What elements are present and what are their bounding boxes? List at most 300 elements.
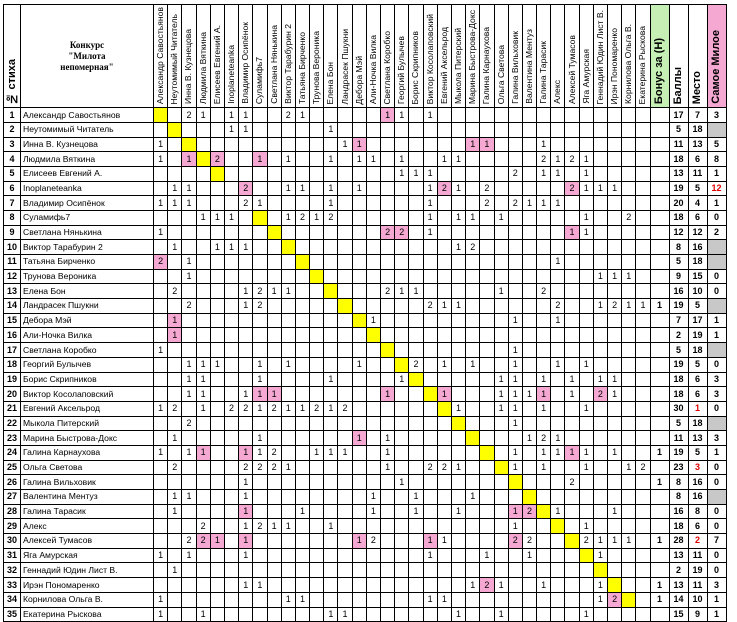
vote-cell: [310, 152, 324, 167]
vote-cell: [366, 328, 380, 343]
vote-cell: [437, 240, 451, 255]
vote-cell: [182, 592, 196, 607]
voter-header: Марина Быстрова-Докс: [466, 5, 480, 108]
vote-cell: [381, 240, 395, 255]
score-value: 19: [669, 299, 688, 314]
vote-cell: 1: [608, 504, 622, 519]
vote-cell: [522, 284, 536, 299]
vote-cell: [522, 313, 536, 328]
vote-cell: [508, 475, 522, 490]
vote-cell: [224, 475, 238, 490]
voter-header: Светлана Нянькина: [267, 5, 281, 108]
vote-cell: [182, 475, 196, 490]
score-value: 13: [669, 578, 688, 593]
vote-cell: [253, 475, 267, 490]
vote-cell: [395, 122, 409, 137]
vote-cell: [522, 152, 536, 167]
vote-cell: [522, 166, 536, 181]
vote-cell: 1: [253, 431, 267, 446]
place-value: 5: [688, 357, 707, 372]
vote-cell: [593, 137, 607, 152]
vote-cell: [522, 578, 536, 593]
vote-cell: [636, 401, 650, 416]
vote-cell: [295, 328, 309, 343]
vote-cell: [522, 137, 536, 152]
vote-cell: [281, 299, 295, 314]
vote-cell: 1: [324, 196, 338, 211]
vote-cell: 1: [608, 269, 622, 284]
vote-cell: [593, 240, 607, 255]
vote-cell: [608, 548, 622, 563]
vote-cell: [224, 578, 238, 593]
vote-cell: [338, 475, 352, 490]
vote-cell: [466, 181, 480, 196]
score-value: 18: [669, 152, 688, 167]
vote-cell: [593, 255, 607, 270]
vote-cell: [494, 431, 508, 446]
vote-cell: [622, 607, 636, 622]
vote-cell: [338, 431, 352, 446]
vote-cell: 1: [281, 181, 295, 196]
vote-cell: [608, 343, 622, 358]
vote-cell: [154, 490, 168, 505]
vote-cell: [593, 166, 607, 181]
vote-cell: [593, 108, 607, 123]
vote-cell: [338, 460, 352, 475]
vote-cell: [224, 490, 238, 505]
author-name: Алексей Тумасов: [21, 534, 154, 549]
vote-cell: [366, 108, 380, 123]
vote-cell: [551, 563, 565, 578]
vote-cell: [253, 343, 267, 358]
vote-cell: [579, 108, 593, 123]
vote-cell: [636, 504, 650, 519]
vote-cell: 1: [423, 592, 437, 607]
vote-cell: 1: [480, 548, 494, 563]
vote-cell: [381, 313, 395, 328]
vote-cell: [168, 445, 182, 460]
voter-header: Светлана Коробко: [381, 5, 395, 108]
vote-cell: 1: [239, 240, 253, 255]
vote-cell: [565, 490, 579, 505]
voter-header: Алексей Тумасов: [565, 5, 579, 108]
vote-cell: [324, 387, 338, 402]
vote-cell: [565, 210, 579, 225]
bonus-value: [650, 504, 669, 519]
vote-cell: [437, 269, 451, 284]
vote-cell: 1: [366, 504, 380, 519]
vote-cell: [423, 431, 437, 446]
score-value: 19: [669, 445, 688, 460]
vote-cell: 2: [508, 196, 522, 211]
vote-cell: 1: [253, 387, 267, 402]
vote-cell: 1: [451, 401, 465, 416]
vote-cell: [281, 372, 295, 387]
vote-cell: [366, 269, 380, 284]
vote-cell: [196, 225, 210, 240]
vote-cell: [565, 519, 579, 534]
vote-cell: [338, 284, 352, 299]
vote-cell: 2: [239, 460, 253, 475]
voter-header: Суламифь7: [253, 5, 267, 108]
vote-cell: [451, 548, 465, 563]
poem-number: 19: [4, 372, 21, 387]
place-value: 19: [688, 328, 707, 343]
vote-cell: [395, 387, 409, 402]
vote-cell: [196, 299, 210, 314]
vote-cell: [409, 445, 423, 460]
table-row: [4, 343, 727, 358]
voter-header: Татьяна Бирченко: [295, 5, 309, 108]
vote-cell: 1: [565, 387, 579, 402]
poem-number: 16: [4, 328, 21, 343]
vote-cell: [622, 240, 636, 255]
vote-cell: [480, 225, 494, 240]
vote-cell: [395, 343, 409, 358]
poem-number: 9: [4, 225, 21, 240]
vote-cell: 1: [395, 152, 409, 167]
author-name: Марина Быстрова-Докс: [21, 431, 154, 446]
vote-cell: [253, 181, 267, 196]
score-value: 5: [669, 416, 688, 431]
vote-cell: 1: [310, 445, 324, 460]
vote-cell: [210, 431, 224, 446]
vote-cell: [608, 225, 622, 240]
vote-cell: [451, 431, 465, 446]
score-value: 15: [669, 607, 688, 622]
vote-cell: [522, 416, 536, 431]
place-value: 11: [688, 578, 707, 593]
vote-cell: [608, 122, 622, 137]
vote-cell: 1: [381, 460, 395, 475]
vote-cell: [324, 460, 338, 475]
vote-cell: [466, 225, 480, 240]
vote-cell: [409, 255, 423, 270]
vote-cell: [352, 372, 366, 387]
vote-cell: 1: [182, 152, 196, 167]
author-name: Али-Ночка Вилка: [21, 328, 154, 343]
vote-cell: [409, 269, 423, 284]
vote-cell: 2: [480, 181, 494, 196]
vote-cell: [281, 313, 295, 328]
vote-cell: [565, 504, 579, 519]
vote-cell: [565, 343, 579, 358]
vote-cell: [451, 372, 465, 387]
vote-cell: [224, 504, 238, 519]
vote-cell: [551, 578, 565, 593]
vote-cell: [324, 343, 338, 358]
vote-cell: 2: [168, 284, 182, 299]
vote-cell: [196, 343, 210, 358]
vote-cell: [310, 343, 324, 358]
vote-cell: [352, 328, 366, 343]
vote-cell: [154, 534, 168, 549]
vote-cell: 1: [253, 372, 267, 387]
score-value: 16: [669, 284, 688, 299]
vote-cell: [608, 475, 622, 490]
vote-cell: [168, 519, 182, 534]
vote-cell: [338, 416, 352, 431]
vote-cell: [565, 534, 579, 549]
vote-cell: [310, 299, 324, 314]
vote-cell: [295, 357, 309, 372]
vote-cell: [210, 445, 224, 460]
vote-cell: 1: [295, 504, 309, 519]
cute-value: 5: [707, 137, 726, 152]
vote-cell: [437, 210, 451, 225]
author-name: Светлана Коробко: [21, 343, 154, 358]
vote-cell: 1: [196, 210, 210, 225]
place-value: 6: [688, 210, 707, 225]
poem-number: 24: [4, 445, 21, 460]
vote-cell: [636, 328, 650, 343]
vote-cell: [437, 431, 451, 446]
vote-cell: [466, 269, 480, 284]
vote-cell: [381, 490, 395, 505]
vote-cell: [168, 269, 182, 284]
vote-cell: 1: [480, 137, 494, 152]
vote-cell: [494, 475, 508, 490]
table-row: [4, 504, 727, 519]
poem-number: 17: [4, 343, 21, 358]
vote-cell: 1: [423, 225, 437, 240]
vote-cell: [253, 225, 267, 240]
vote-cell: [466, 299, 480, 314]
vote-cell: [423, 607, 437, 622]
vote-cell: 1: [239, 387, 253, 402]
vote-cell: [239, 343, 253, 358]
vote-cell: 1: [182, 372, 196, 387]
vote-cell: [310, 240, 324, 255]
bonus-value: [650, 210, 669, 225]
vote-cell: 1: [437, 299, 451, 314]
vote-cell: [366, 196, 380, 211]
vote-cell: 1: [239, 578, 253, 593]
vote-cell: [551, 108, 565, 123]
vote-cell: [281, 122, 295, 137]
score-value: 7: [669, 313, 688, 328]
vote-cell: 1: [310, 210, 324, 225]
vote-cell: 1: [522, 548, 536, 563]
vote-cell: [366, 460, 380, 475]
vote-cell: [494, 152, 508, 167]
vote-cell: [551, 490, 565, 505]
vote-cell: 1: [423, 181, 437, 196]
vote-cell: 1: [154, 343, 168, 358]
table-row: [4, 108, 727, 123]
vote-cell: [622, 181, 636, 196]
vote-cell: [310, 607, 324, 622]
vote-cell: [466, 431, 480, 446]
vote-cell: 1: [608, 372, 622, 387]
vote-cell: [324, 240, 338, 255]
cute-value: 1: [707, 592, 726, 607]
author-name: Екатерина Рыскова: [21, 607, 154, 622]
vote-cell: [395, 460, 409, 475]
vote-cell: 1: [593, 181, 607, 196]
vote-cell: [366, 607, 380, 622]
vote-cell: [366, 416, 380, 431]
table-row: [4, 240, 727, 255]
vote-cell: [210, 460, 224, 475]
vote-cell: [168, 578, 182, 593]
vote-cell: 2: [437, 460, 451, 475]
vote-cell: [310, 313, 324, 328]
vote-cell: 2: [565, 181, 579, 196]
vote-cell: [494, 343, 508, 358]
vote-cell: [451, 490, 465, 505]
vote-cell: [338, 122, 352, 137]
vote-cell: [267, 372, 281, 387]
poem-number: 25: [4, 460, 21, 475]
vote-cell: [338, 387, 352, 402]
vote-cell: [210, 504, 224, 519]
vote-cell: [352, 504, 366, 519]
vote-cell: [395, 592, 409, 607]
vote-cell: [466, 592, 480, 607]
vote-cell: [608, 210, 622, 225]
vote-cell: [423, 152, 437, 167]
vote-cell: 1: [253, 445, 267, 460]
vote-cell: 1: [508, 504, 522, 519]
vote-cell: [310, 269, 324, 284]
vote-cell: [466, 401, 480, 416]
vote-cell: [267, 475, 281, 490]
vote-cell: [608, 240, 622, 255]
vote-cell: [267, 166, 281, 181]
vote-cell: [608, 328, 622, 343]
vote-cell: [338, 490, 352, 505]
cute-value: 1: [707, 607, 726, 622]
place-value: 7: [688, 108, 707, 123]
vote-cell: [366, 592, 380, 607]
vote-cell: 1: [423, 548, 437, 563]
vote-cell: [423, 387, 437, 402]
place-value: 6: [688, 372, 707, 387]
vote-cell: [366, 137, 380, 152]
vote-cell: [395, 548, 409, 563]
vote-cell: [423, 343, 437, 358]
vote-cell: [593, 313, 607, 328]
vote-cell: [608, 196, 622, 211]
vote-cell: [338, 592, 352, 607]
vote-cell: 1: [168, 313, 182, 328]
vote-cell: [168, 255, 182, 270]
vote-cell: [636, 519, 650, 534]
vote-cell: [480, 372, 494, 387]
vote-cell: [409, 475, 423, 490]
vote-cell: [352, 269, 366, 284]
vote-cell: 1: [466, 137, 480, 152]
vote-cell: [338, 504, 352, 519]
table-row: [4, 534, 727, 549]
vote-cell: [196, 475, 210, 490]
vote-cell: [324, 416, 338, 431]
vote-cell: 1: [551, 357, 565, 372]
vote-cell: 1: [395, 108, 409, 123]
vote-cell: 1: [579, 357, 593, 372]
table-row: [4, 563, 727, 578]
vote-cell: 1: [395, 284, 409, 299]
vote-cell: 1: [537, 460, 551, 475]
cute-value: 8: [707, 152, 726, 167]
vote-cell: [494, 504, 508, 519]
vote-cell: 2: [622, 210, 636, 225]
vote-cell: 1: [537, 196, 551, 211]
vote-cell: [480, 445, 494, 460]
vote-cell: [324, 563, 338, 578]
vote-cell: [310, 372, 324, 387]
vote-cell: 2: [565, 152, 579, 167]
vote-cell: 1: [182, 387, 196, 402]
vote-cell: [310, 534, 324, 549]
vote-cell: 1: [508, 460, 522, 475]
vote-cell: [210, 196, 224, 211]
vote-cell: [494, 255, 508, 270]
vote-cell: 1: [537, 387, 551, 402]
vote-cell: [352, 284, 366, 299]
vote-cell: 1: [451, 504, 465, 519]
poem-number: 20: [4, 387, 21, 402]
author-name: Елена Бон: [21, 284, 154, 299]
vote-cell: [636, 240, 650, 255]
vote-cell: 2: [381, 284, 395, 299]
author-name: Ландрасек Пшукни: [21, 299, 154, 314]
vote-cell: 1: [154, 225, 168, 240]
vote-cell: [522, 210, 536, 225]
vote-cell: 1: [551, 431, 565, 446]
vote-cell: [437, 137, 451, 152]
vote-cell: [423, 445, 437, 460]
author-name: Трунова Вероника: [21, 269, 154, 284]
vote-cell: [168, 534, 182, 549]
vote-cell: [338, 328, 352, 343]
vote-cell: [480, 607, 494, 622]
vote-cell: [352, 563, 366, 578]
vote-cell: [395, 328, 409, 343]
vote-cell: 1: [239, 475, 253, 490]
vote-cell: [480, 108, 494, 123]
vote-cell: [295, 548, 309, 563]
table-row: [4, 475, 727, 490]
vote-cell: [310, 504, 324, 519]
vote-cell: [267, 240, 281, 255]
vote-cell: [494, 416, 508, 431]
author-name: Светлана Нянькина: [21, 225, 154, 240]
vote-cell: [409, 299, 423, 314]
vote-cell: [182, 563, 196, 578]
vote-cell: [608, 357, 622, 372]
vote-cell: [295, 225, 309, 240]
cute-value: [707, 122, 726, 137]
vote-cell: [224, 548, 238, 563]
vote-cell: [381, 122, 395, 137]
vote-cell: 1: [154, 137, 168, 152]
score-value: 17: [669, 108, 688, 123]
vote-cell: [168, 416, 182, 431]
vote-cell: [281, 166, 295, 181]
vote-cell: [451, 269, 465, 284]
vote-cell: [593, 504, 607, 519]
vote-cell: [295, 255, 309, 270]
vote-cell: [281, 343, 295, 358]
vote-cell: 1: [253, 578, 267, 593]
vote-cell: [423, 357, 437, 372]
vote-cell: [537, 534, 551, 549]
vote-cell: 1: [381, 445, 395, 460]
score-value: 12: [669, 225, 688, 240]
vote-cell: [593, 519, 607, 534]
